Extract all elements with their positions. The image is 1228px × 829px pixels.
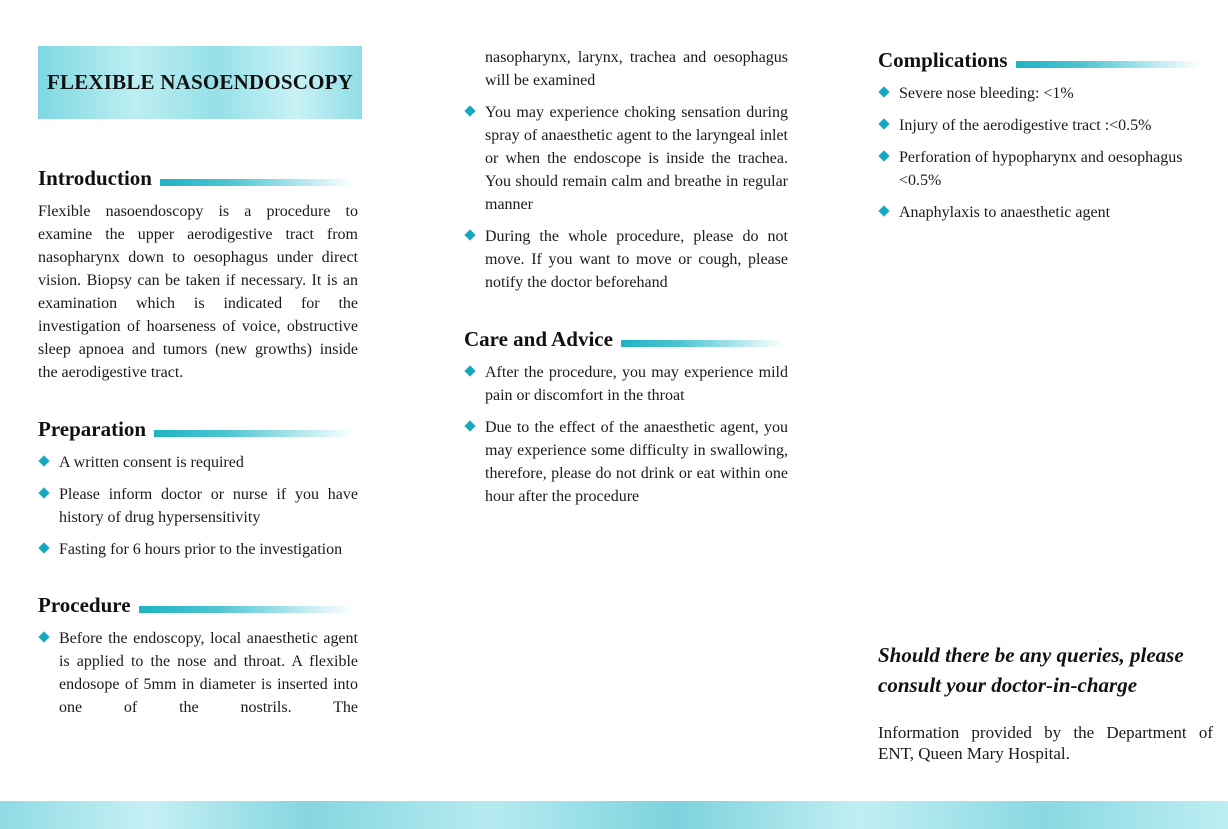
diamond-bullet-icon	[464, 105, 475, 116]
diamond-bullet-icon	[38, 542, 49, 553]
list-item: Fasting for 6 hours prior to the investigation	[38, 538, 358, 561]
diamond-bullet-icon	[878, 118, 889, 129]
list-item: Please inform doctor or nurse if you have history of drug hypersensitivity	[38, 483, 358, 529]
introduction-text: Flexible nasoendoscopy is a procedure to examine the upper aerodigestive tract from nasopharynx down to oesophagus under direct vision. Biopsy can be taken if necessary. It is an examination which is indicated for the investigation of hoarseness of voice, obstructive sleep apnoea and tumors (new growths) inside the aerodigestive tract.	[38, 203, 358, 381]
procedure-list	[38, 627, 358, 728]
list-item: Severe nose bleeding: <1%	[878, 82, 1208, 105]
introduction-heading	[38, 166, 354, 191]
list-item: During the whole procedure, please do not move. If you want to move or cough, please notify the doctor beforehand	[464, 225, 788, 294]
list-item: A written consent is required	[38, 451, 358, 474]
introduction-heading-text: Introduction	[38, 166, 152, 190]
care-list	[464, 361, 788, 517]
queries-note: Should there be any queries, please consult your doctor-in-charge	[878, 643, 1184, 697]
footer-decorative-band	[0, 801, 1228, 829]
diamond-bullet-icon	[878, 86, 889, 97]
list-item: Perforation of hypopharynx and oesophagus <0.5%	[878, 146, 1208, 192]
diamond-bullet-icon	[464, 229, 475, 240]
procedure-heading-text: Procedure	[38, 593, 131, 617]
diamond-bullet-icon	[38, 631, 49, 642]
procedure-list-continued	[464, 101, 788, 303]
preparation-heading	[38, 417, 354, 442]
list-item: You may experience choking sensation during spray of anaesthetic agent to the laryngeal inlet or when the endoscope is inside the trachea. You should remain calm and breathe in regular manner	[464, 101, 788, 216]
preparation-list	[38, 451, 358, 570]
procedure-heading	[38, 593, 354, 618]
complications-heading	[878, 48, 1200, 73]
list-item: Injury of the aerodigestive tract :<0.5%	[878, 114, 1208, 137]
title-banner	[38, 46, 362, 119]
diamond-bullet-icon	[878, 205, 889, 216]
care-heading	[464, 327, 784, 352]
complications-heading-text: Complications	[878, 48, 1008, 72]
diamond-bullet-icon	[464, 420, 475, 431]
page-title: FLEXIBLE NASOENDOSCOPY	[46, 70, 354, 94]
preparation-heading-text: Preparation	[38, 417, 147, 441]
diamond-bullet-icon	[38, 455, 49, 466]
procedure-continuation: nasopharynx, larynx, trachea and oesophagus will be examined	[485, 49, 788, 89]
complications-list	[878, 82, 1208, 233]
heading-accent-bar	[1016, 61, 1200, 68]
information-credit: Information provided by the Department of ENT, Queen Mary Hospital.	[878, 723, 1213, 763]
heading-accent-bar	[160, 179, 354, 186]
care-heading-text: Care and Advice	[464, 327, 613, 351]
heading-accent-bar	[139, 606, 354, 613]
list-item: After the procedure, you may experience mild pain or discomfort in the throat	[464, 361, 788, 407]
diamond-bullet-icon	[38, 487, 49, 498]
diamond-bullet-icon	[464, 365, 475, 376]
list-item: Before the endoscopy, local anaesthetic agent is applied to the nose and throat. A flexible endosope of 5mm in diameter is inserted into one of the nostrils. The	[38, 627, 358, 719]
diamond-bullet-icon	[878, 150, 889, 161]
heading-accent-bar	[621, 340, 784, 347]
list-item: Due to the effect of the anaesthetic agent, you may experience some difficulty in swallowing, therefore, please do not drink or eat within one hour after the procedure	[464, 416, 788, 508]
list-item: Anaphylaxis to anaesthetic agent	[878, 201, 1208, 224]
heading-accent-bar	[154, 430, 354, 437]
